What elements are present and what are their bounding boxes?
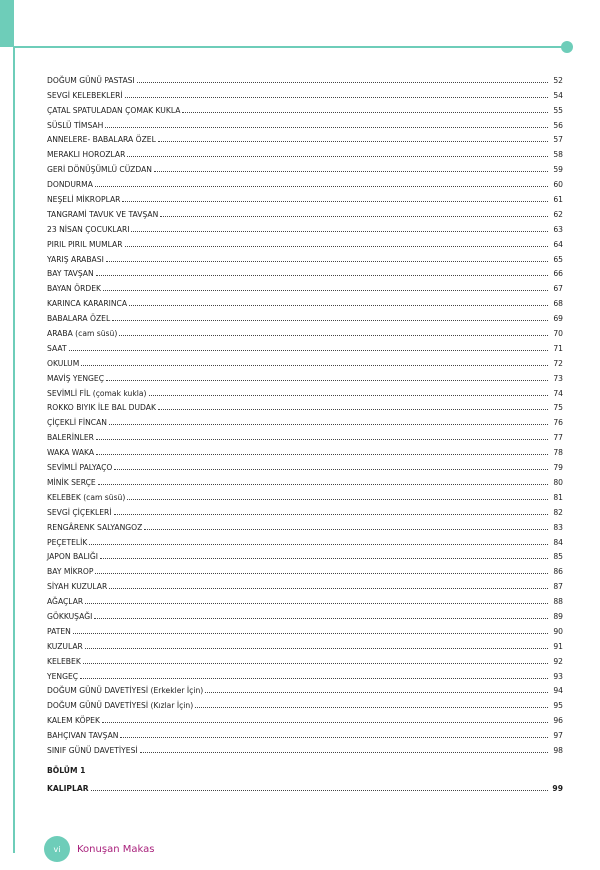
dot-leader — [83, 663, 548, 664]
toc-entry-title: MERAKLI HOROZLAR — [47, 150, 126, 160]
toc-entry-page: 79 — [553, 463, 563, 473]
toc-entry-page: 73 — [553, 373, 563, 383]
toc-entry[interactable] — [47, 100, 563, 115]
dot-leader — [205, 692, 548, 693]
toc-entry[interactable] — [47, 591, 563, 606]
toc-entry-page: 90 — [553, 626, 563, 636]
toc-entry-title: SEVİMLİ PALYAÇO — [47, 463, 113, 473]
toc-entry-title: ANNELERE- BABALARA ÖZEL — [47, 135, 156, 145]
toc-entry-title: SİYAH KUZULAR — [47, 582, 108, 592]
dot-leader — [100, 558, 548, 559]
toc-entry-page: 64 — [553, 239, 563, 249]
toc-entry-title: KELEBEK (cam süsü) — [47, 492, 126, 502]
toc-entry-title: TANGRAMİ TAVUK VE TAVŞAN — [47, 209, 159, 219]
toc-entry[interactable] — [47, 249, 563, 264]
top-divider — [14, 46, 566, 48]
toc-entry-page: 75 — [553, 403, 563, 413]
dot-leader — [127, 156, 548, 157]
toc-entry-title: BAHÇIVAN TAVŞAN — [47, 731, 119, 741]
toc-entry[interactable] — [47, 115, 563, 130]
dot-leader — [137, 82, 548, 83]
dot-leader — [195, 707, 548, 708]
toc-entry[interactable] — [47, 442, 563, 457]
toc-entry-page: 94 — [553, 686, 563, 696]
toc-entry-title: BAY MİKROP — [47, 567, 94, 577]
toc-entry[interactable] — [47, 710, 563, 725]
toc-entry-page: 56 — [553, 120, 563, 130]
dot-leader — [114, 469, 548, 470]
toc-entry-page: 91 — [553, 641, 563, 651]
toc-entry-page: 96 — [553, 716, 563, 726]
toc-entry-page: 77 — [553, 433, 563, 443]
toc-entry-title: BAY TAVŞAN — [47, 269, 94, 279]
toc-entry-title: ÇİÇEKLİ FİNCAN — [47, 418, 107, 428]
toc-entry-title: AĞAÇLAR — [47, 597, 84, 607]
toc-entry[interactable] — [47, 234, 563, 249]
toc-entry-title: ÇATAL SPATULADAN ÇOMAK KUKLA — [47, 105, 181, 115]
page-footer — [44, 836, 154, 862]
section-heading: BÖLÜM 1 — [47, 765, 86, 775]
toc-entry-page: 57 — [553, 135, 563, 145]
toc-entry[interactable] — [47, 412, 563, 427]
dot-leader — [109, 588, 548, 589]
toc-entry[interactable] — [47, 517, 563, 532]
toc-entry-title: SÜSLÜ TİMSAH — [47, 120, 104, 130]
dot-leader — [98, 484, 548, 485]
toc-entry-page: 81 — [553, 492, 563, 502]
toc-entry[interactable] — [47, 219, 563, 234]
toc-entry-title: BABALARA ÖZEL — [47, 314, 111, 324]
toc-entry[interactable] — [47, 502, 563, 517]
toc-entry-page: 71 — [553, 343, 563, 353]
toc-entry[interactable] — [47, 666, 563, 681]
dot-leader — [81, 365, 548, 366]
table-of-contents — [47, 70, 563, 793]
dot-leader — [102, 722, 548, 723]
dot-leader — [95, 573, 548, 574]
toc-entry-title: MAVİŞ YENGEÇ — [47, 373, 105, 383]
dot-leader — [89, 544, 548, 545]
toc-entry-title: OKULUM — [47, 358, 80, 368]
toc-entry-page: 83 — [553, 522, 563, 532]
toc-entry-page: 69 — [553, 314, 563, 324]
dot-leader — [94, 618, 548, 619]
toc-entry[interactable] — [47, 308, 563, 323]
toc-entry-page: 85 — [553, 552, 563, 562]
toc-entry-title: SEVGİ ÇİÇEKLERİ — [47, 507, 112, 517]
dot-leader — [96, 439, 548, 440]
toc-entry-page: 87 — [553, 582, 563, 592]
toc-entry-page: 80 — [553, 477, 563, 487]
toc-entry-title: BAYAN ÖRDEK — [47, 284, 102, 294]
divider-dot — [561, 41, 573, 53]
toc-entry-page: 61 — [553, 195, 563, 205]
toc-entry-title: RENGÂRENK SALYANGOZ — [47, 522, 143, 532]
dot-leader — [73, 633, 548, 634]
toc-entry-title: SEVGİ KELEBEKLERİ — [47, 90, 123, 100]
dot-leader — [112, 320, 548, 321]
toc-entry-title: PEÇETELİK — [47, 537, 88, 547]
toc-entry[interactable] — [47, 725, 563, 740]
toc-entry-page: 76 — [553, 418, 563, 428]
toc-entry-title: ROKKO BIYIK İLE BAL DUDAK — [47, 403, 156, 413]
dot-leader — [96, 275, 548, 276]
toc-entry-page: 74 — [553, 388, 563, 398]
toc-entry[interactable] — [47, 189, 563, 204]
dot-leader — [182, 112, 548, 113]
toc-entry-page: 98 — [553, 745, 563, 755]
dot-leader — [131, 231, 548, 232]
toc-entry-page: 97 — [553, 731, 563, 741]
toc-entry-page: 52 — [553, 75, 563, 85]
toc-entry-page: 70 — [553, 329, 563, 339]
toc-entry-page: 95 — [553, 701, 563, 711]
toc-entry[interactable] — [47, 561, 563, 576]
toc-entry[interactable] — [47, 621, 563, 636]
toc-entry-title: DONDURMA — [47, 180, 93, 190]
toc-entry-page: 65 — [553, 254, 563, 264]
toc-entry-title: SAAT — [47, 343, 67, 353]
toc-entry[interactable] — [47, 353, 563, 368]
toc-entry-title: MİNİK SERÇE — [47, 477, 96, 487]
toc-entry-page: 59 — [553, 165, 563, 175]
toc-entry[interactable] — [47, 204, 563, 219]
toc-entry[interactable] — [47, 606, 563, 621]
toc-entry-title: JAPON BALIĞI — [47, 552, 98, 562]
toc-entry-page: 68 — [553, 299, 563, 309]
side-divider — [13, 47, 15, 853]
dot-leader — [119, 335, 548, 336]
toc-entry-page: 84 — [553, 537, 563, 547]
dot-leader — [154, 171, 548, 172]
toc-entry-title: YENGEÇ — [47, 671, 79, 681]
toc-entry[interactable] — [47, 174, 563, 189]
dot-leader — [122, 201, 548, 202]
toc-entry-title: GÖKKUŞAĞI — [47, 611, 93, 621]
toc-entry-title: KELEBEK — [47, 656, 81, 666]
toc-entry-page: 89 — [553, 611, 563, 621]
dot-leader — [69, 350, 548, 351]
toc-entry[interactable] — [47, 130, 563, 145]
toc-entry[interactable] — [47, 85, 563, 100]
toc-entry[interactable] — [47, 472, 563, 487]
toc-entry[interactable] — [47, 323, 563, 338]
dot-leader — [91, 790, 548, 791]
toc-entries — [47, 70, 563, 755]
toc-entry-title: SINIF GÜNÜ DAVETİYESİ — [47, 745, 138, 755]
toc-entry[interactable] — [47, 681, 563, 696]
dot-leader — [103, 290, 548, 291]
toc-entry-page: 55 — [553, 105, 563, 115]
toc-entry[interactable] — [47, 547, 563, 562]
dot-leader — [114, 514, 548, 515]
toc-entry[interactable] — [47, 778, 563, 793]
dot-leader — [140, 752, 548, 753]
dot-leader — [106, 261, 548, 262]
dot-leader — [127, 499, 548, 500]
toc-entry-title: YARIŞ ARABASI — [47, 254, 104, 264]
toc-entry[interactable] — [47, 457, 563, 472]
toc-entry-title: GERİ DÖNÜŞÜMLÜ CÜZDAN — [47, 165, 152, 175]
toc-entry[interactable] — [47, 383, 563, 398]
toc-entry-page: 92 — [553, 656, 563, 666]
toc-entry[interactable] — [47, 338, 563, 353]
toc-entry-page: 67 — [553, 284, 563, 294]
dot-leader — [80, 678, 548, 679]
toc-entry[interactable] — [47, 532, 563, 547]
dot-leader — [158, 141, 548, 142]
toc-entry-page: 82 — [553, 507, 563, 517]
toc-entry-title: KALEM KÖPEK — [47, 716, 100, 726]
toc-entry-page: 62 — [553, 209, 563, 219]
toc-entry[interactable] — [47, 368, 563, 383]
toc-entry[interactable] — [47, 695, 563, 710]
toc-entry-title: ARABA (cam süsü) — [47, 329, 118, 339]
toc-entry-title: KUZULAR — [47, 641, 83, 651]
toc-entry[interactable] — [47, 576, 563, 591]
dot-leader — [106, 380, 548, 381]
toc-entry[interactable] — [47, 636, 563, 651]
toc-entry-title: NEŞELİ MİKROPLAR — [47, 195, 121, 205]
page-number-badge: vi — [44, 836, 70, 862]
toc-entry-title: WAKA WAKA — [47, 448, 95, 458]
corner-tab — [0, 0, 14, 47]
dot-leader — [125, 97, 548, 98]
dot-leader — [144, 529, 548, 530]
toc-entry-title: PIRIL PIRIL MUMLAR — [47, 239, 123, 249]
toc-entry[interactable] — [47, 70, 563, 85]
toc-entry-page: 99 — [552, 783, 563, 793]
toc-entry[interactable] — [47, 651, 563, 666]
toc-entry[interactable] — [47, 427, 563, 442]
toc-entry-page: 54 — [553, 90, 563, 100]
toc-entry[interactable] — [47, 278, 563, 293]
toc-entry[interactable] — [47, 264, 563, 279]
toc-entry-page: 60 — [553, 180, 563, 190]
dot-leader — [105, 127, 548, 128]
book-title: Konuşan Makas — [77, 843, 155, 855]
dot-leader — [149, 395, 549, 396]
toc-entry-page: 93 — [553, 671, 563, 681]
toc-entry[interactable] — [47, 293, 563, 308]
dot-leader — [85, 603, 548, 604]
dot-leader — [125, 246, 549, 247]
toc-entry-title: PATEN — [47, 626, 71, 636]
toc-entry-page: 78 — [553, 448, 563, 458]
dot-leader — [120, 737, 548, 738]
toc-entry-title: BALERİNLER — [47, 433, 94, 443]
dot-leader — [95, 186, 548, 187]
dot-leader — [129, 305, 548, 306]
toc-entry-title: DOĞUM GÜNÜ DAVETİYESİ (Kızlar İçin) — [47, 701, 194, 711]
toc-entry-title: SEVİMLİ FİL (çomak kukla) — [47, 388, 147, 398]
toc-entry[interactable] — [47, 740, 563, 755]
toc-entry-title: KARINCA KARARINCA — [47, 299, 128, 309]
dot-leader — [109, 424, 548, 425]
toc-entry-title: DOĞUM GÜNÜ DAVETİYESİ (Erkekler İçin) — [47, 686, 204, 696]
toc-entry-title: 23 NİSAN ÇOCUKLARI — [47, 224, 130, 234]
dot-leader — [158, 409, 548, 410]
toc-entry-page: 86 — [553, 567, 563, 577]
dot-leader — [85, 648, 548, 649]
dot-leader — [160, 216, 548, 217]
toc-entry-page: 66 — [553, 269, 563, 279]
dot-leader — [96, 454, 548, 455]
toc-entry-page: 88 — [553, 597, 563, 607]
toc-entry[interactable] — [47, 159, 563, 174]
toc-entry[interactable] — [47, 398, 563, 413]
toc-entry-title: DOĞUM GÜNÜ PASTASI — [47, 75, 135, 85]
toc-entry-title: KALIPLAR — [47, 783, 89, 793]
toc-entry-page: 72 — [553, 358, 563, 368]
toc-entry-page: 58 — [553, 150, 563, 160]
toc-entry[interactable] — [47, 144, 563, 159]
toc-entry[interactable] — [47, 487, 563, 502]
toc-entry-page: 63 — [553, 224, 563, 234]
